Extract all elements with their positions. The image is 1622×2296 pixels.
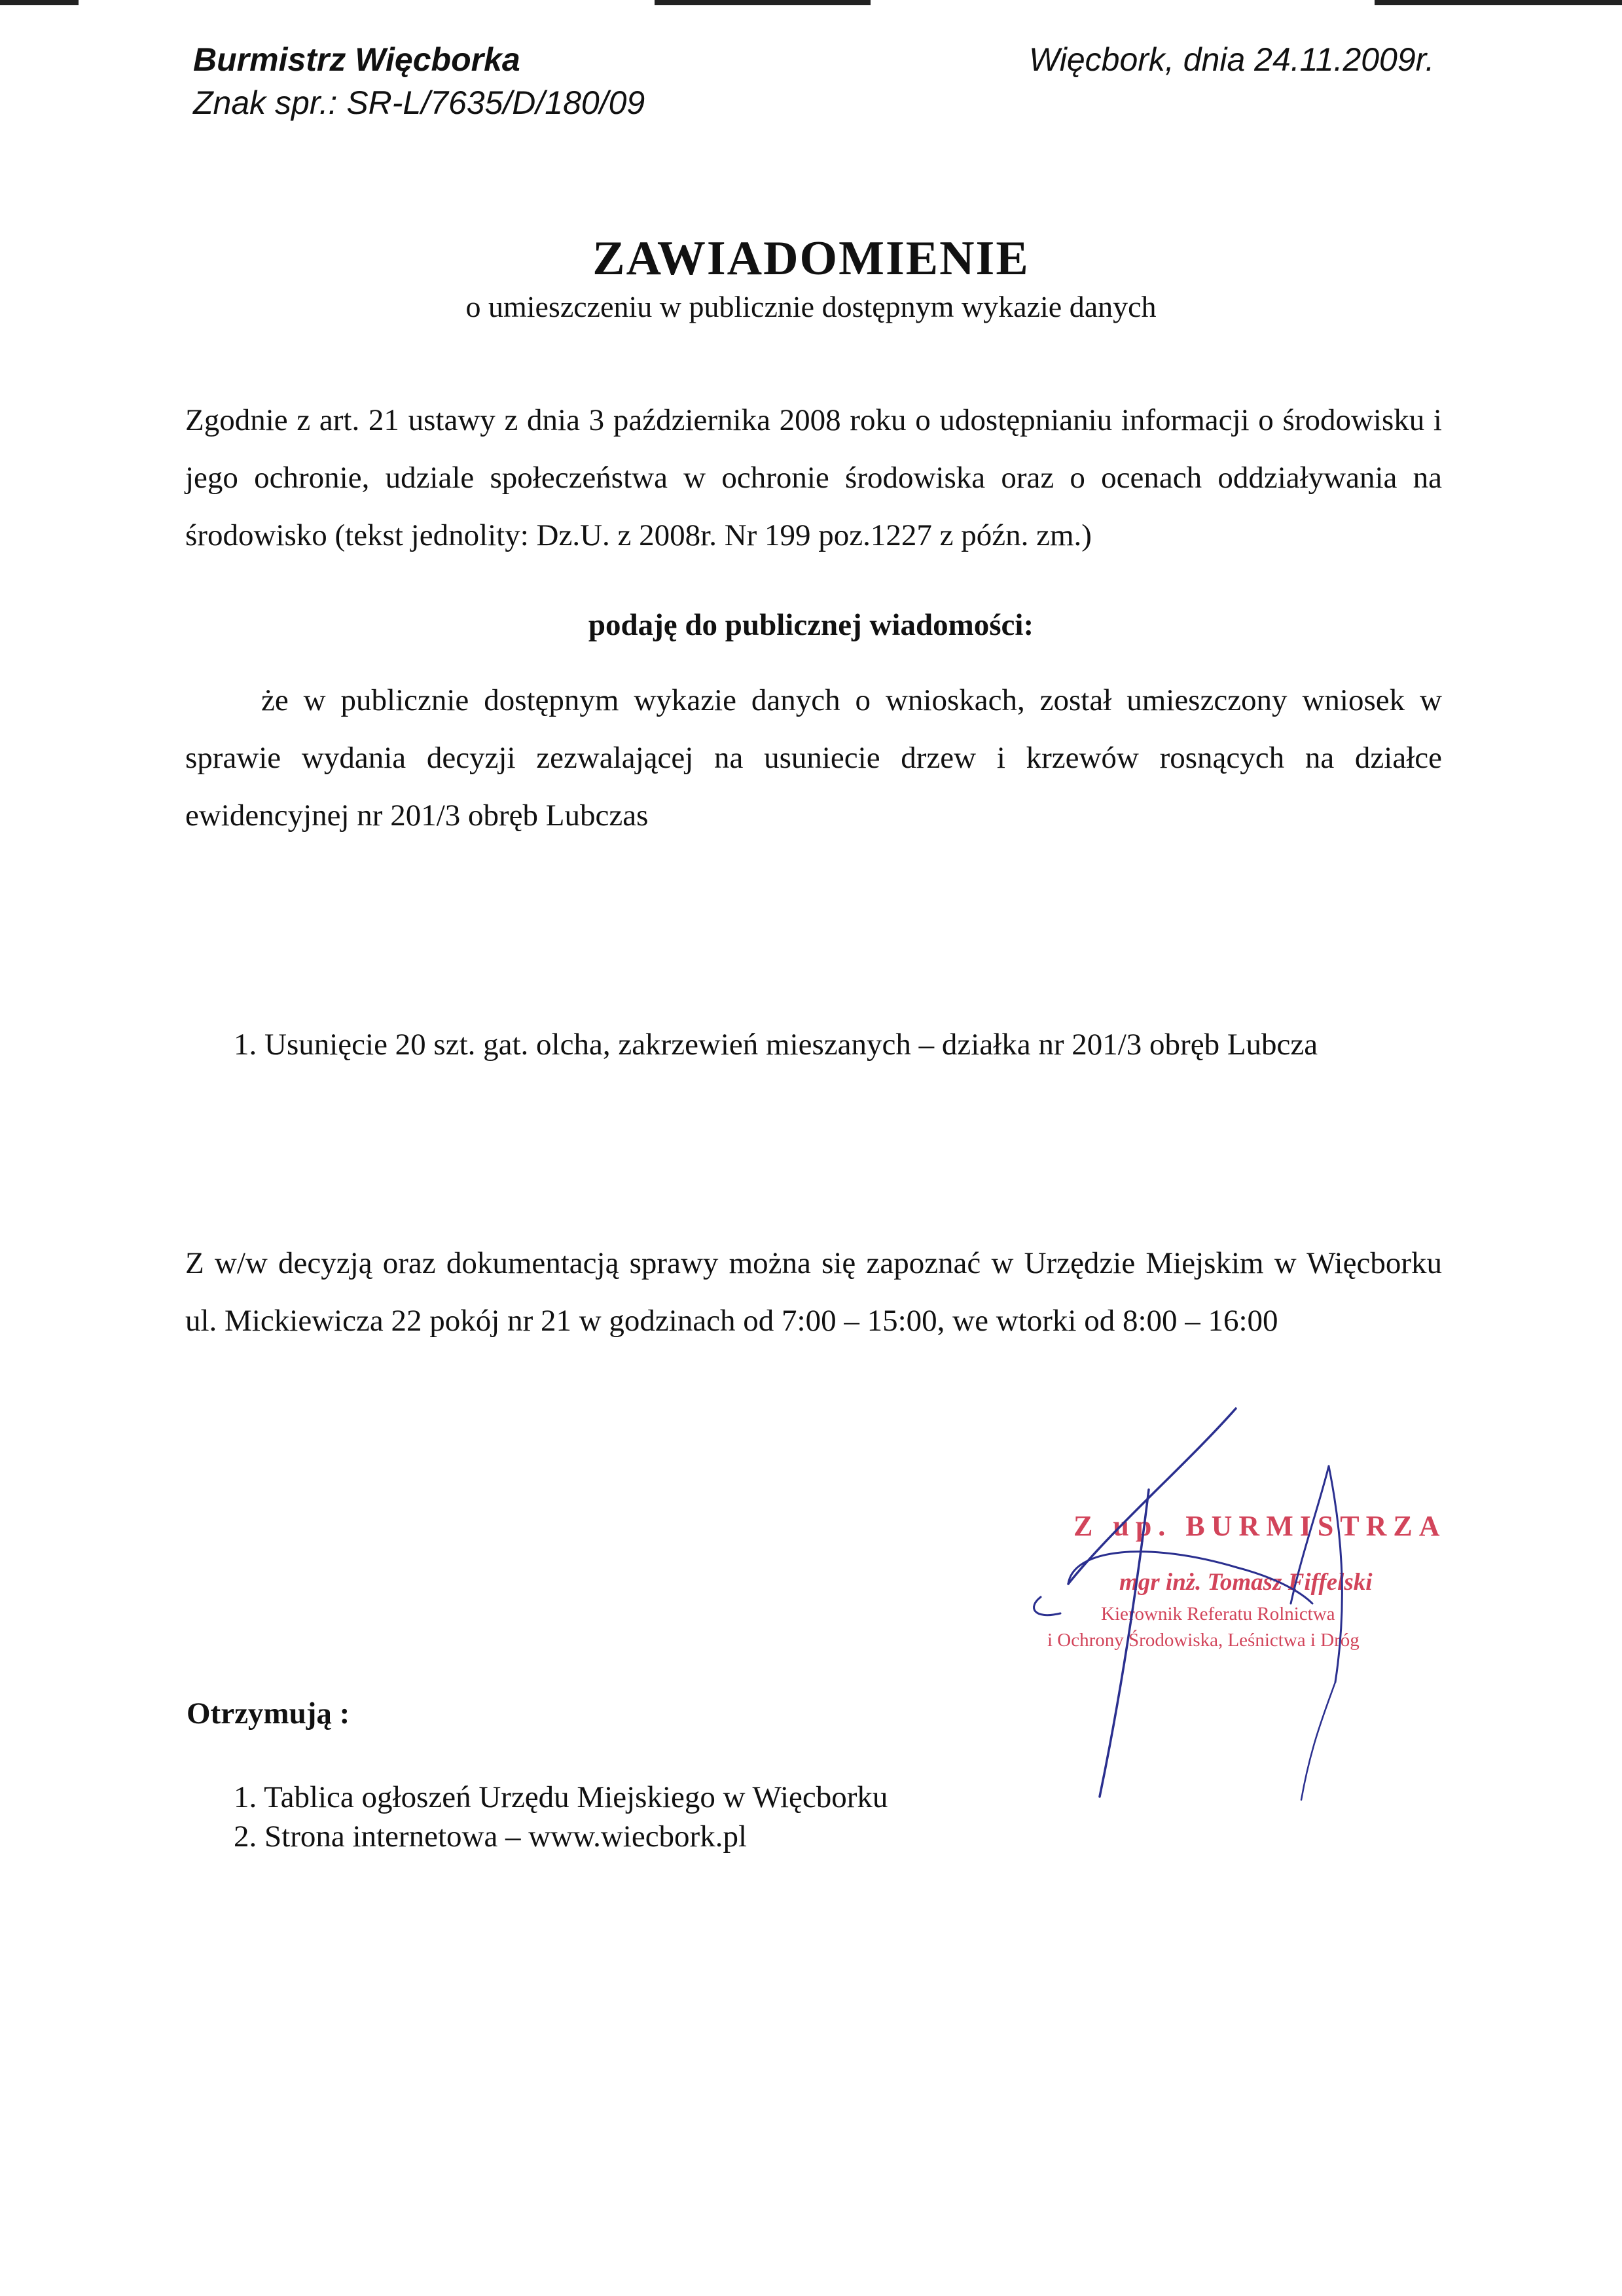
list-item: 2. Strona internetowa – www.wiecbork.pl [234, 1820, 748, 1854]
issuing-authority: Burmistrz Więcborka [193, 41, 520, 78]
legal-basis-paragraph: Zgodnie z art. 21 ustawy z dnia 3 października 2008 roku o udostępnianiu informacji o środowisku i jego ochronie, udziale społeczeństwa w ochronie środowiska oraz o ocenach oddziaływania na środowisko (tekst jednolity: Dz.U. z 2008r. Nr 199 poz.1227 z późn. zm.) [185, 403, 1442, 552]
document-title: ZAWIADOMIENIE [592, 232, 1030, 285]
info-paragraph: że w publicznie dostępnym wykazie danych o wnioskach, został umieszczony wniosek w sprawie wydania decyzji zezwalającej na usuniecie drzew i krzewów rosnących na działce ewidencyjnej nr 201/3 obręb Lubczas [185, 683, 1442, 833]
announcement-heading: podaję do publicznej wiadomości: [588, 608, 1034, 642]
list-item: 1. Tablica ogłoszeń Urzędu Miejskiego w Więcborku [234, 1780, 888, 1814]
scan-edge [0, 0, 1622, 7]
request-items-list [234, 1025, 1318, 1064]
access-info-paragraph: Z w/w decyzją oraz dokumentacją sprawy można się zapoznać w Urzędzie Miejskim w Więcborku ul. Mickiewicza 22 pokój nr 21 w godzinach od 7:00 – 15:00, we wtorki od 8:00 – 16:00 [185, 1246, 1442, 1338]
place-and-date: Więcbork, dnia 24.11.2009r. [1029, 41, 1435, 78]
stamp-position-line: Kierownik Referatu Rolnictwa [1101, 1604, 1335, 1624]
case-reference: Znak spr.: SR-L/7635/D/180/09 [193, 84, 645, 121]
list-item: 1. Usunięcie 20 szt. gat. olcha, zakrzewień mieszanych – działka nr 201/3 obręb Lubcza [234, 1028, 1318, 1062]
recipients-heading: Otrzymują : [187, 1696, 350, 1731]
recipients-list [234, 1778, 888, 1856]
handwritten-signature [1021, 1407, 1427, 1813]
document-subtitle: o umieszczeniu w publicznie dostępnym wykazie danych [465, 290, 1157, 323]
stamp-name-line: mgr inż. Tomasz Fiffelski [1119, 1569, 1373, 1596]
stamp-department-line: i Ochrony Środowiska, Leśnictwa i Dróg [1047, 1630, 1360, 1651]
stamp-authority-line: Z up. BURMISTRZA [1073, 1510, 1447, 1542]
